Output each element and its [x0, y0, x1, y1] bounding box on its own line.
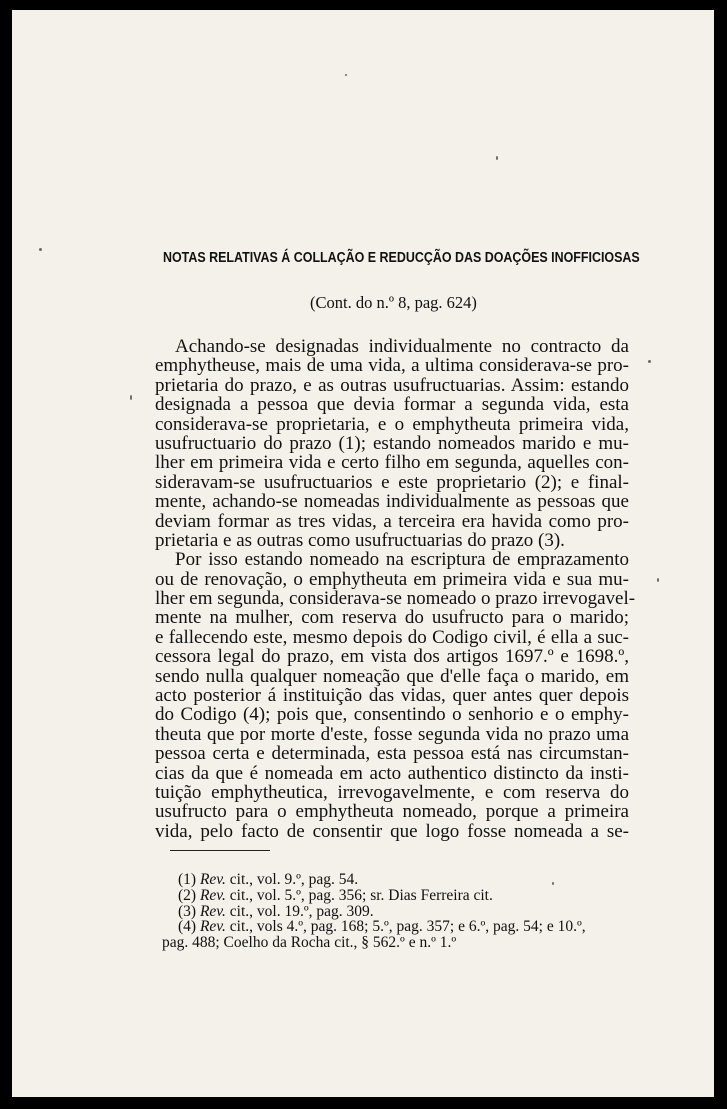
footnotes [162, 872, 632, 951]
footnote-number: (4) [178, 918, 197, 936]
body-line: considerava-se proprietaria, e o emphytheuta primeira vida, [155, 413, 629, 435]
paper-speck [657, 578, 659, 582]
body-line: ou de renovação, o emphytheuta em primeira vida e sua mu- [155, 568, 629, 590]
paper-speck [648, 360, 651, 363]
article-title: NOTAS RELATIVAS Á COLLAÇÃO E REDUCÇÃO DAS DOAÇÕES INOFFICIOSAS [163, 249, 640, 266]
footnote-source: Rev. [199, 918, 226, 936]
footnote-text: cit., vol. 5.º, pag. 356; sr. Dias Ferreira cit. [225, 886, 493, 904]
body-line: pessoa certa e determinada, esta pessoa está nas circumstan- [155, 743, 629, 765]
document-page [12, 10, 714, 1097]
body-line: mente, achando-se nomeadas individualmente as pessoas que [155, 491, 629, 513]
body-line: vida, pelo facto de consentir que logo fosse nomeada a se- [155, 820, 629, 842]
footnote-number: (2) [178, 886, 197, 904]
body-line: Por isso estando nomeado na escriptura de emprazamento [175, 549, 629, 571]
body-line: deviam formar as tres vidas, a terceira era havida como pro- [155, 510, 629, 532]
footnote-source: Rev. [199, 886, 226, 904]
body-line: usufructuario do prazo (1); estando nomeados marido e mu- [155, 432, 629, 454]
body-line: tuição emphytheutica, irrevogavelmente, e com reserva do [155, 781, 629, 803]
body-line: mente na mulher, com reserva do usufructo para o marido; [155, 607, 629, 629]
footnote-divider [170, 850, 270, 851]
body-line: lher em segunda, considerava-se nomeado o prazo irrevogavel- [155, 588, 636, 610]
body-line: designada a pessoa que devia formar a segunda vida, esta [155, 394, 629, 416]
paper-speck [345, 74, 347, 76]
footnote-number: (3) [178, 902, 197, 920]
body-line: lher em primeira vida e certo filho em segunda, aquelles con- [155, 452, 629, 474]
continuation-note: (Cont. do n.º 8, pag. 624) [310, 293, 477, 312]
body-line: emphytheuse, mais de uma vida, a ultima considerava-se pro- [155, 355, 629, 377]
article-body [155, 336, 636, 842]
body-line: do Codigo (4); pois que, consentindo o senhorio e o emphy- [155, 704, 629, 726]
body-line: usufructo para o emphytheuta nomeado, porque a primeira [155, 801, 629, 823]
footnote-number: (1) [178, 871, 197, 888]
body-line: prietaria do prazo, e as outras usufructuarias. Assim: estando [155, 374, 629, 396]
footnote-text: cit., vols 4.º, pag. 168; 5.º, pag. 357; e 6.º, pag. 54; e 10.º, [225, 918, 586, 936]
body-line: theuta que por morte d'este, fosse segunda vida no prazo uma [155, 723, 629, 745]
footnote-text: cit., vol. 9.º, pag. 54. [225, 871, 359, 888]
footnote-4 [162, 919, 632, 935]
paper-speck [496, 156, 498, 160]
footnote-text: cit., vol. 19.º, pag. 309. [225, 902, 374, 920]
body-line: Achando-se designadas individualmente no contracto da [175, 336, 629, 357]
body-line: sideravam-se usufructuarios e este proprietario (2); e final- [155, 471, 629, 493]
paper-speck [552, 882, 554, 885]
paper-speck [130, 395, 132, 400]
body-line: cias da que é nomeada em acto authentico distincto da insti- [155, 762, 629, 784]
body-line: prietaria e as outras como usufructuarias do prazo (3). [155, 529, 565, 551]
footnote-1 [162, 872, 632, 888]
body-line: e fallecendo este, mesmo depois do Codigo civil, é ella a suc- [155, 626, 629, 648]
footnote-2 [162, 888, 632, 904]
paper-speck [39, 248, 42, 251]
footnote-3 [162, 904, 632, 920]
body-line: acto posterior á instituição das vidas, quer antes quer depois [155, 685, 629, 707]
body-line: sendo nulla qualquer nomeação que d'elle faça o marido, em [155, 665, 629, 687]
footnote-source: Rev. [199, 871, 226, 888]
body-line: cessora legal do prazo, em vista dos artigos 1697.º e 1698.º, [155, 646, 629, 668]
footnote-4-continuation: pag. 488; Coelho da Rocha cit., § 562.º e n.º 1.º [162, 934, 457, 952]
footnote-source: Rev. [199, 902, 226, 920]
